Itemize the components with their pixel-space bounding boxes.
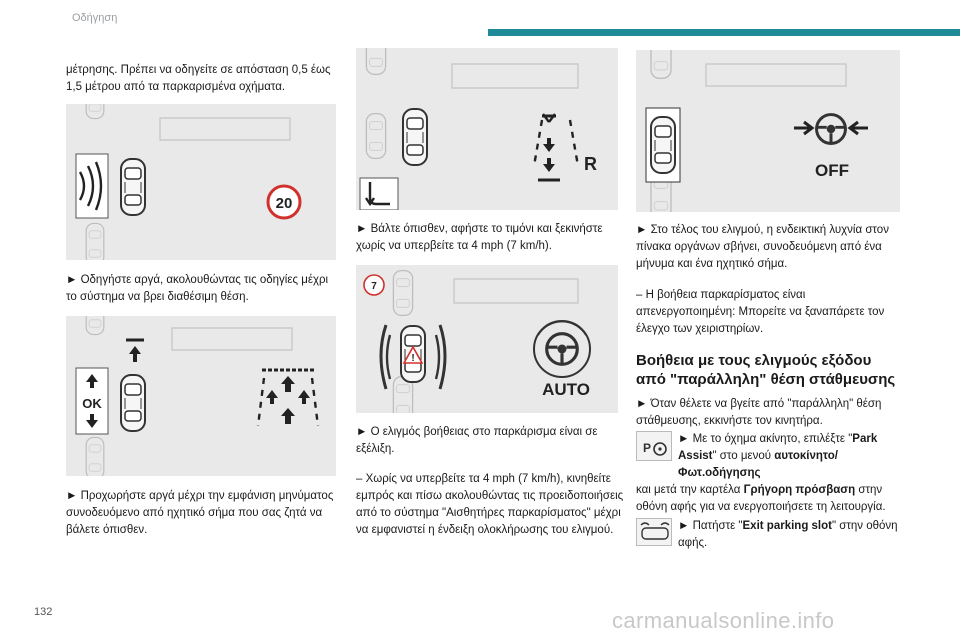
intro-text: μέτρησης. Πρέπει να οδηγείτε σε απόσταση 0,5 έως 1,5 μέτρου από τα παρκαρισμένα οχήματα.: [66, 64, 331, 93]
watermark: carmanualsonline.info: [612, 608, 835, 633]
quick-access-tab: Γρήγορη πρόσβαση: [743, 484, 856, 496]
figure-reverse-gear: [356, 48, 618, 210]
park-assist-icon: [636, 431, 672, 461]
column-2: [356, 48, 626, 539]
figure-maneuver-off-illustration: [636, 50, 900, 212]
figure-maneuver-auto: [356, 265, 618, 413]
figure-maneuver-auto-illustration: [356, 265, 618, 413]
reverse-gear-label: R: [584, 154, 597, 174]
step-press-exit-parking-slot: ► Πατήστε "Exit parking slot" στην οθόνη αφής.: [678, 520, 898, 549]
header-accent-bar: [488, 29, 960, 36]
auto-mode-label: AUTO: [542, 380, 590, 399]
svg-text:!: !: [411, 353, 415, 364]
step-end-of-maneuver: ► Στο τέλος του ελιγμού, η ενδεικτική λυχνία στον πίνακα οργάνων σβήνει, συνοδευόμενη από ένα μήνυμα και ένα ηχητικό σήμα.: [636, 224, 889, 270]
exit-parking-slot-option: Exit parking slot: [742, 520, 832, 532]
note-assist-deactivated: – Η βοήθεια παρκαρίσματος είναι απενεργοποιημένη: Μπορείτε να ξαναπάρετε τον έλεγχο των χειριστηρίων.: [636, 289, 885, 335]
exit-parking-slot-icon: [636, 518, 672, 546]
menu-name: αυτοκίνητο/Φωτ.οδήγησης: [678, 450, 838, 479]
figure-number-badge: 7: [371, 281, 377, 292]
figure-scanning: [66, 104, 336, 260]
row-select-park-assist: [636, 431, 900, 482]
park-assist-option: Park Assist: [678, 433, 878, 462]
step-select-park-assist: ► Με το όχημα ακίνητο, επιλέξτε "Park Assist" στο μενού αυτοκίνητο/Φωτ.οδήγησης: [678, 433, 878, 479]
ok-label: OK: [82, 396, 102, 411]
figure-scanning-illustration: [66, 104, 336, 260]
page-number: 132: [34, 606, 53, 618]
row-exit-parking-slot: [636, 518, 900, 552]
figure-reverse-gear-illustration: [356, 48, 618, 210]
figure-slot-found: [66, 316, 336, 476]
step-advance-until-message: ► Προχωρήστε αργά μέχρι την εμφάνιση μηνύματος συνοδευόμενο από ηχητικό σήμα που σας ζητά να βάλετε όπισθεν.: [66, 490, 334, 536]
column-3: [636, 50, 900, 552]
step-move-back-and-forth: – Χωρίς να υπερβείτε τα 4 mph (7 km/h), κινηθείτε εμπρός και πίσω ακολουθώντας τις προειδοποιήσεις από το σύστημα "Αισθητήρες παρκαρίσματος" μέχρι να εμφανιστεί η ένδειξη ολοκλήρωσης του ελιγμού.: [356, 473, 624, 536]
step-select-quick-access: και μετά την καρτέλα Γρήγορη πρόσβαση στην οθόνη αφής για να ενεργοποιήσετε τη λειτουργία.: [636, 484, 886, 513]
step-drive-slowly: ► Οδηγήστε αργά, ακολουθώντας τις οδηγίες μέχρι το σύστημα να βρει διαθέσιμη θέση.: [66, 274, 329, 303]
page-header-title: Οδήγηση: [72, 12, 118, 24]
step-maneuver-in-progress: ► Ο ελιγμός βοήθειας στο παρκάρισμα είναι σε εξέλιξη.: [356, 426, 598, 455]
section-heading-exit-assist: Βοήθεια με τους ελιγμούς εξόδου από "παράλληλη" θέση στάθμευσης: [636, 352, 896, 388]
speed-sign-value: 20: [275, 195, 293, 212]
figure-slot-found-illustration: [66, 316, 336, 476]
step-engage-reverse: ► Βάλτε όπισθεν, αφήστε το τιμόνι και ξεκινήστε χωρίς να υπερβείτε τα 4 mph (7 km/h).: [356, 223, 603, 252]
figure-maneuver-off: [636, 50, 900, 212]
off-mode-label: OFF: [815, 161, 849, 180]
step-start-engine: ► Όταν θέλετε να βγείτε από "παράλληλη" θέση στάθμευσης, εκκινήστε τον κινητήρα.: [636, 398, 882, 427]
svg-text:P: P: [643, 441, 652, 455]
column-1: [66, 62, 336, 539]
